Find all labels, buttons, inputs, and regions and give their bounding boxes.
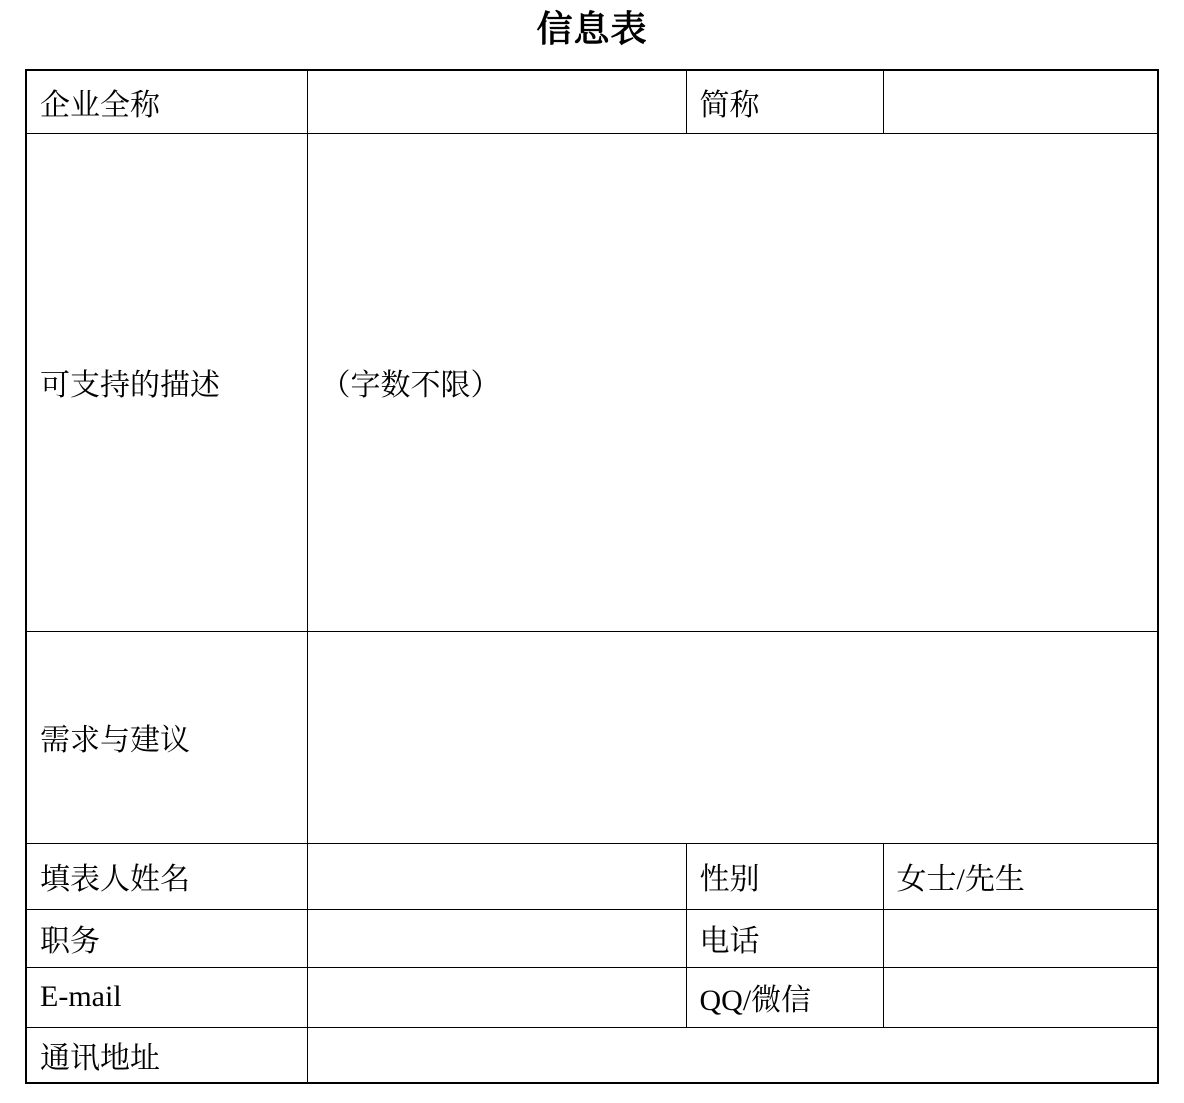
support-description-label: 可支持的描述 (26, 133, 307, 631)
row-needs-suggestions (26, 631, 1158, 843)
short-name-field[interactable] (883, 70, 1158, 133)
page-title: 信息表 (536, 9, 648, 49)
phone-label: 电话 (686, 909, 883, 967)
position-label: 职务 (26, 909, 307, 967)
row-filler-name (26, 843, 1158, 909)
short-name-label: 简称 (686, 70, 883, 133)
needs-suggestions-field[interactable] (307, 631, 1158, 843)
info-table (25, 69, 1159, 1084)
row-support-description (26, 133, 1158, 631)
row-position (26, 909, 1158, 967)
phone-field[interactable] (883, 909, 1158, 967)
company-name-field[interactable] (307, 70, 686, 133)
email-field[interactable] (307, 967, 686, 1027)
mailing-address-field[interactable] (307, 1027, 1158, 1083)
support-description-field[interactable]: （字数不限） (307, 133, 1158, 631)
position-field[interactable] (307, 909, 686, 967)
needs-suggestions-label: 需求与建议 (26, 631, 307, 843)
email-label: E-mail (26, 967, 307, 1027)
gender-value-field[interactable]: 女士/先生 (883, 843, 1158, 909)
company-name-label: 企业全称 (26, 70, 307, 133)
filler-name-field[interactable] (307, 843, 686, 909)
row-company (26, 70, 1158, 133)
mailing-address-label: 通讯地址 (26, 1027, 307, 1083)
qq-wechat-field[interactable] (883, 967, 1158, 1027)
qq-wechat-label: QQ/微信 (686, 967, 883, 1027)
row-email (26, 967, 1158, 1027)
filler-name-label: 填表人姓名 (26, 843, 307, 909)
row-mailing-address (26, 1027, 1158, 1083)
gender-label: 性别 (686, 843, 883, 909)
